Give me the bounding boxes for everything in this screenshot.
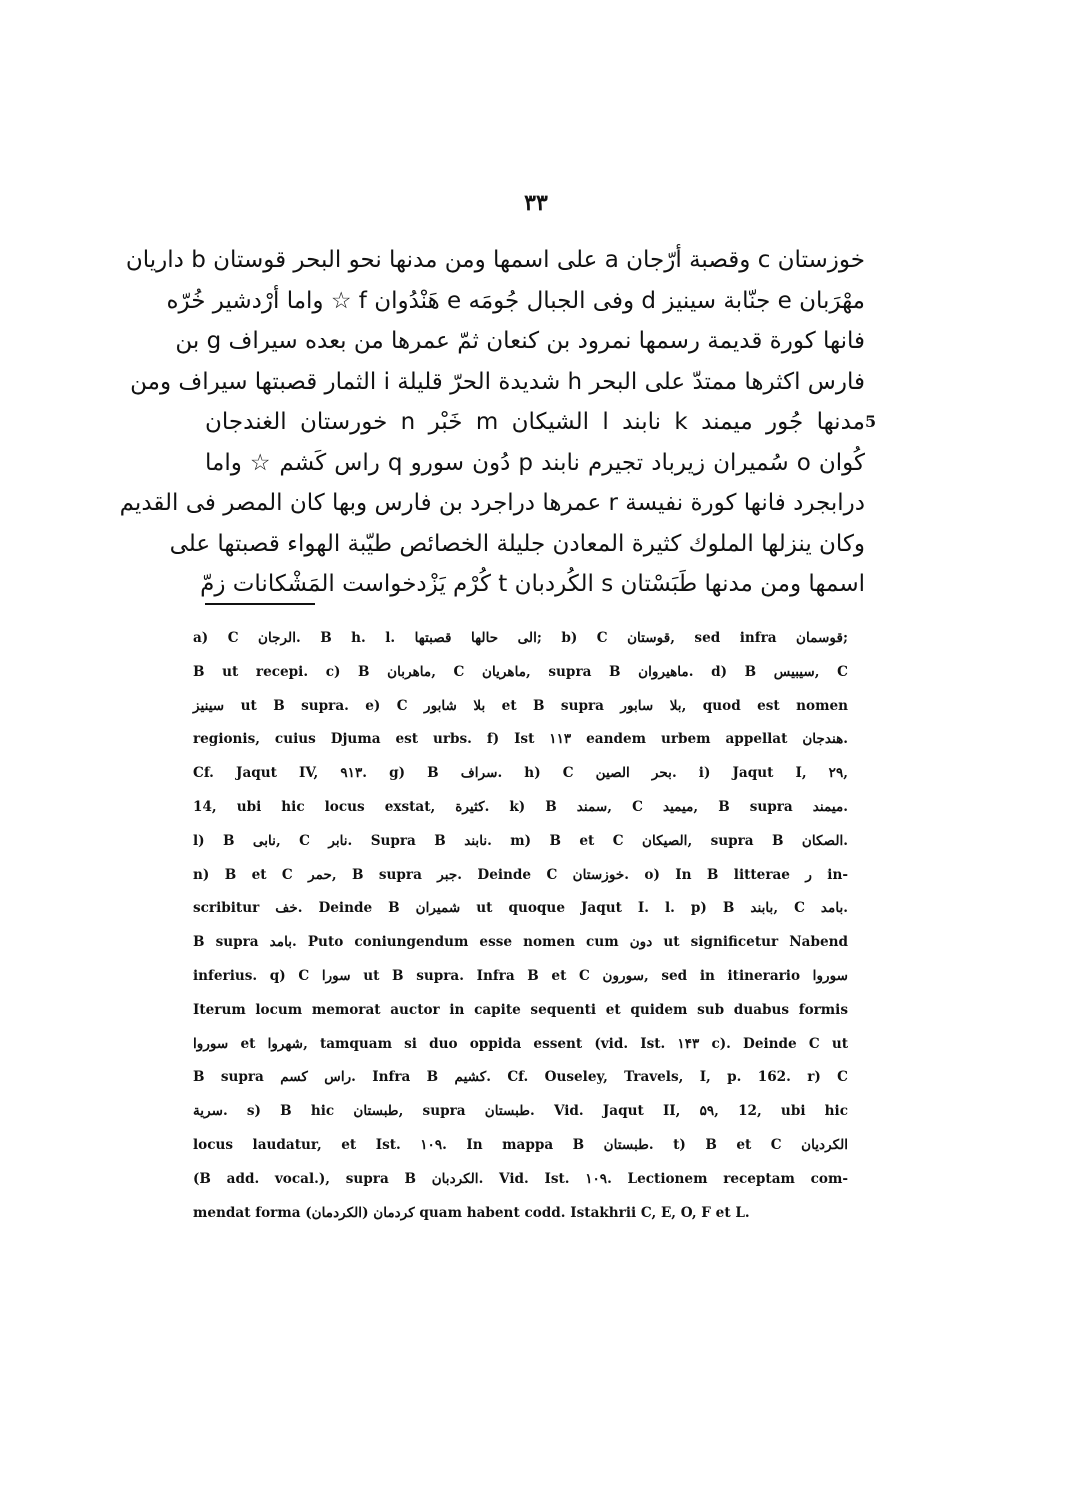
arabic-line: درابجرد فانها كورة نفيسة r عمرها دراجرد بن فارس وبها كان المصر فى القديم [119,490,865,516]
arabic-line: فارس اكثرها ممتدّ على البحر h شديدة الحرّ قليلة i الثمار قصبتها سيراف ومن [130,368,865,395]
footnote-line: n) B et C حمر, B supra جبر. Deinde C خوزستان. o) In B litterae ر in- [193,866,848,883]
footnote-line: regionis, cuius Djuma est urbs. f) Ist ۱۱۳ eandem urbem appellat هندجان. [193,731,848,748]
footnote-line: B supra راس كسم. Infra B كشيم. Cf. Ouseley, Travels, I, p. 162. r) C [193,1069,848,1086]
margin-line-mark: 5 [865,412,877,431]
arabic-line: كُوان o سُميران زيرباد تجيرم نابند p دُون سورو q راس كَشم ☆ واما [205,449,865,476]
footnote-line: l) B نابى, C نابر. Supra B نابند. m) B et C الصيكان, supra B الصكان. [193,832,848,849]
footnote-line: Iterum locum memorat auctor in capite sequenti et quidem sub duabus formis [193,1001,848,1018]
arabic-line: مهْرَبان e جنّابة سينيز d وفى الجبال جُومَه e هَنْدُوان f ☆ واما أرْدشير خُرّه [166,287,865,314]
footnote-line: سرية. s) B hic طبستان, supra طبستان. Vid. Jaqut II, ۵۹, 12, ubi hic [193,1103,848,1120]
footnote-divider [205,603,315,605]
footnotes [193,622,848,1230]
arabic-line: خوزستان c وقصبة أرّجان a على اسمها ومن مدنها نحو البحر قوستان b داريان [125,247,865,273]
footnote-line: 14, ubi hic locus exstat, كثيرة. k) B سمند, C ميميد, B supra ميمند. [193,798,848,815]
footnote-line: Cf. Jaqut IV, ۹۱۳. g) B سراف. h) C بحر الصين. i) Jaqut I, ۲۹, [193,765,848,782]
footnote-line: B ut recepi. c) B ماهربان, C ماهريان, supra B ماهيروان. d) B سيبيس, C [193,663,848,680]
footnote-line: inferius. q) C سورا ut B supra. Infra B et C سورون, sed in itinerario سوروا [193,967,848,984]
footnote-line: (B add. vocal.), supra B الكردبان. Vid. Ist. ۱۰۹. Lectionem receptam com- [193,1170,848,1187]
arabic-line: فانها كورة قديمة رسمها نمرود بن كنعان ثمّ عمرها من بعده سيراف g بن [175,328,865,354]
arabic-line: وكان ينزلها الملوك كثيرة المعادن جليلة الخصائص طيّبة الهواء قصبتها على [169,530,865,557]
footnote-line: سوروا et شهروا, tamquam si duo oppida essent (vid. Ist. ۱۴۳ c). Deinde C ut [193,1035,848,1052]
footnote-line: سينيز ut B supra. e) C بلا شابور et B supra بلا سابور, quod est nomen [193,697,848,714]
arabic-line: اسمها ومن مدنها طَبَسْتان s الكُردبان t كُرْم يَزْدخواست المَشْكانات زمّ [200,571,865,597]
footnote-line: a) C الرجان. B h. l. الى حالها قصبتها; b) C قوستان, sed infra قوسمان; [193,630,848,646]
footnote-line: mendat forma كردمان (الكردمان) quam habent codd. Istakhrii C, E, O, F et L. [193,1204,750,1221]
page-number: ۳۳ [524,190,548,216]
arabic-main-text [119,240,865,605]
footnote-line: scribitur خف. Deinde B شميران ut quoque Jaqut I. l. p) B بابند, C بامد. [193,900,848,917]
footnote-line: B supra بامد. Puto coniungendum esse nomen cum دون ut significetur Nabend [193,934,849,951]
footnote-line: locus laudatur, et Ist. ۱۰۹. In mappa B طبستان. t) B et C الكرديان [193,1136,848,1153]
arabic-line: مدنها جُور ميمند k نابند l الشيكان m خَبْر n خورستان الغندجان [205,409,865,435]
